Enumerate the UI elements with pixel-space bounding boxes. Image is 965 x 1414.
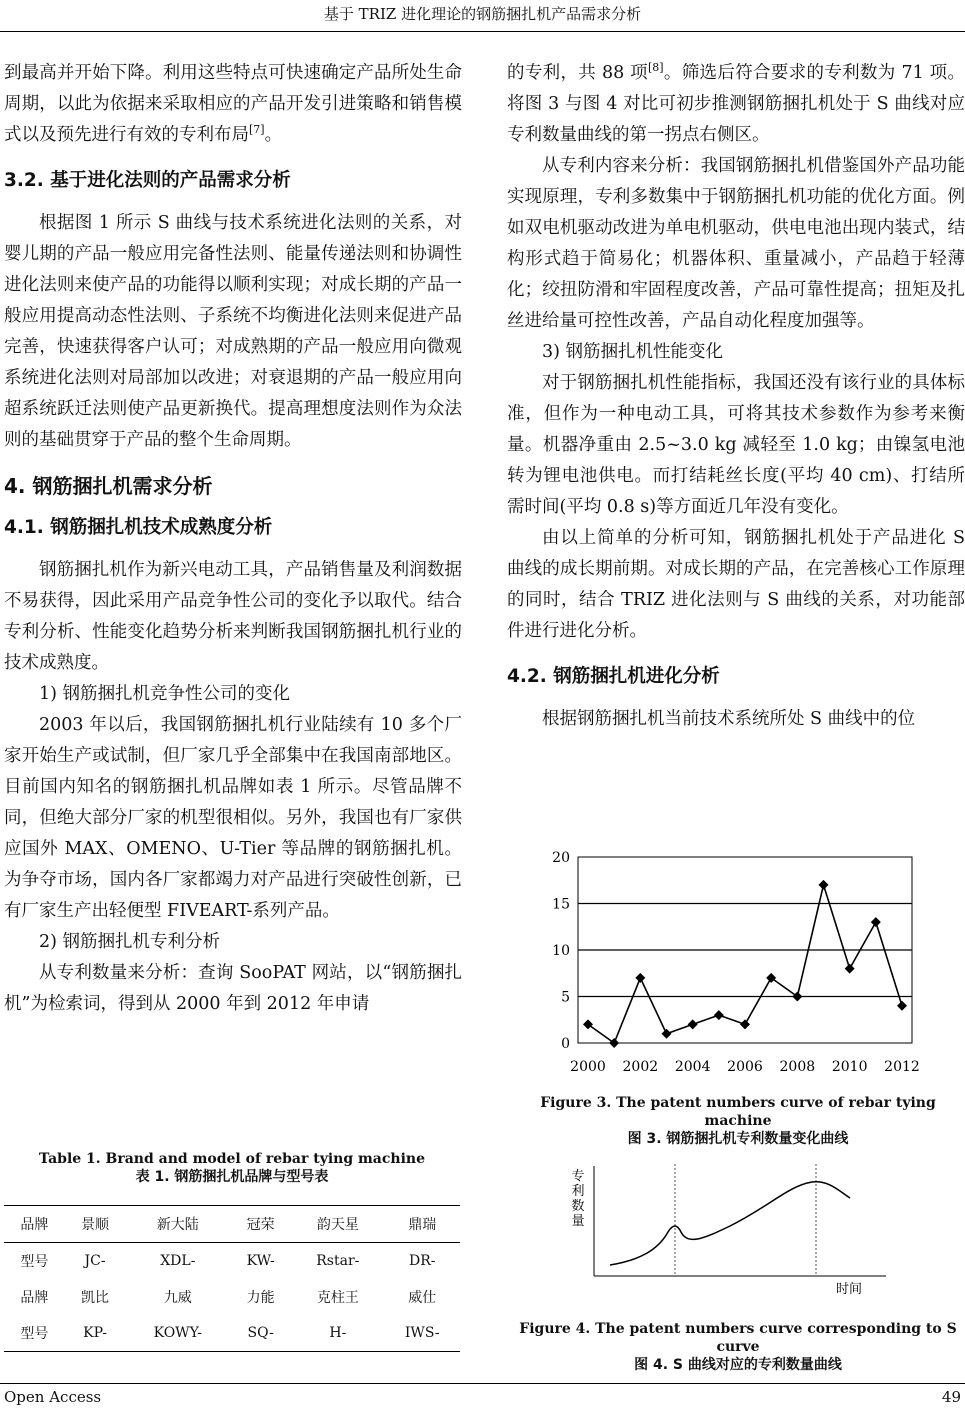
list-item: 1) 钢筋捆扎机竞争性公司的变化 bbox=[39, 684, 291, 704]
data-point bbox=[897, 1001, 907, 1011]
table-cell: DR- bbox=[385, 1243, 460, 1280]
citation-ref[interactable]: [8] bbox=[647, 61, 664, 75]
figure-4-caption: Figure 4. The patent numbers curve corresponding to S curve 图 4. S 曲线对应的专利数量曲线 bbox=[519, 1321, 957, 1373]
series-line bbox=[588, 885, 902, 1043]
citation-ref[interactable]: [7] bbox=[249, 123, 265, 137]
data-point bbox=[792, 992, 802, 1002]
data-point bbox=[740, 1019, 750, 1029]
table-cell: 景顺 bbox=[65, 1206, 126, 1243]
table-cell: 威仕 bbox=[408, 1290, 437, 1306]
list-item: 2) 钢筋捆扎机专利分析 bbox=[39, 932, 221, 952]
table-cell: 型号 bbox=[4, 1315, 65, 1352]
table-row bbox=[4, 1315, 460, 1352]
table-row bbox=[4, 1243, 460, 1280]
table-cell: 鼎瑞 bbox=[385, 1206, 460, 1243]
table-caption: Table 1. Brand and model of rebar tying machine 表 1. 钢筋捆扎机品牌与型号表 bbox=[39, 1151, 425, 1185]
left-column bbox=[4, 58, 462, 1020]
patent-numbers-line-chart bbox=[540, 845, 930, 1085]
data-point bbox=[871, 917, 881, 927]
header-rule bbox=[0, 31, 965, 32]
y-tick-label: 20 bbox=[552, 850, 570, 866]
paragraph: 从专利数量来分析：查询 SooPAT 网站，以“钢筋捆扎机”为检索词，得到从 2000 年到 2012 年申请 bbox=[4, 963, 462, 1014]
paragraph: 对于钢筋捆扎机性能指标，我国还没有该行业的具体标准，但作为一种电动工具，可将其技术参数作为参考来衡量。机器净重由 2.5~3.0 kg 减轻至 1.0 kg；由镍氢电池转为锂电池供电。而打结耗丝长度(平均 40 cm)、打结所需时间(平均 0.8 s)等方面近几年没有变化。 bbox=[507, 373, 965, 517]
x-tick-label: 2002 bbox=[622, 1059, 659, 1075]
table-cell: 型号 bbox=[4, 1243, 65, 1280]
table-cell: KOWY- bbox=[125, 1315, 230, 1352]
table-cell: KW- bbox=[230, 1243, 291, 1280]
right-column bbox=[507, 58, 965, 735]
paragraph: 根据钢筋捆扎机当前技术系统所处 S 曲线中的位 bbox=[542, 709, 916, 729]
y-tick-label: 10 bbox=[552, 943, 570, 959]
paragraph: 的专利，共 88 项[8]。筛选后符合要求的专利数为 71 项。将图 3 与图 4 对比可初步推测钢筋捆扎机处于 S 曲线对应专利数量曲线的第一拐点右侧区。 bbox=[507, 61, 965, 145]
table-cell: 品牌 bbox=[20, 1290, 49, 1306]
data-point bbox=[609, 1038, 619, 1048]
data-point bbox=[819, 880, 829, 890]
paragraph: 由以上简单的分析可知，钢筋捆扎机处于产品进化 S 曲线的成长期前期。对成长期的产品，在完善核心工作原理的同时，结合 TRIZ 进化法则与 S 曲线的关系，对功能部件进行进化分析。 bbox=[507, 528, 965, 641]
table-cell: 克柱王 bbox=[316, 1290, 359, 1306]
brand-model-table bbox=[4, 1205, 460, 1352]
y-tick-label: 5 bbox=[561, 989, 570, 1006]
data-point bbox=[766, 973, 776, 983]
data-point bbox=[845, 964, 855, 974]
paragraph: 到最高并开始下降。利用这些特点可快速确定产品所处生命周期，以此为依据来采取相应的产品开发引进策略和销售模式以及预先进行有效的专利布局[7]。 bbox=[4, 63, 462, 145]
x-tick-label: 2012 bbox=[884, 1059, 920, 1075]
y-tick-label: 15 bbox=[552, 896, 570, 913]
figure-3-caption: Figure 3. The patent numbers curve of rebar tying machine 图 3. 钢筋捆扎机专利数量变化曲线 bbox=[540, 1095, 936, 1147]
data-point bbox=[635, 973, 645, 983]
footer-rule bbox=[0, 1383, 965, 1384]
patent-count-curve bbox=[610, 1182, 850, 1265]
data-point bbox=[688, 1019, 698, 1029]
table-cell: IWS- bbox=[385, 1315, 460, 1352]
x-tick-label: 2008 bbox=[779, 1059, 816, 1075]
paragraph: 2003 年以后，我国钢筋捆扎机行业陆续有 10 多个厂家开始生产或试制，但厂家几乎全部集中在我国南部地区。目前国内知名的钢筋捆扎机品牌如表 1 所示。尽管品牌不同，但绝大部分厂家的机型很相似。另外，我国也有厂家供应国外 MAX、OMENO、U-Tier 等品牌的钢筋捆扎机。为争夺市场，国内各厂家都竭力对产品进行突破性创新，已有厂家生产出轻便型 FIVEART-系列产品。 bbox=[4, 715, 462, 921]
y-axis-label: 专利数量 bbox=[571, 1169, 585, 1229]
paragraph: 根据图 1 所示 S 曲线与技术系统进化法则的关系，对婴儿期的产品一般应用完备性法则、能量传递法则和协调性进化法则来使产品的功能得以顺利实现；对成长期的产品一般应用提高动态性法则、子系统不均衡进化法则来促进产品完善，快速获得客户认可；对成熟期的产品一般应用向微观系统进化法则对局部加以改进；对衰退期的产品一般应用向超系统跃迁法则使产品更新换代。提高理想度法则作为众法则的基础贯穿于产品的整个生命周期。 bbox=[4, 213, 462, 450]
section-heading-4: 4. 钢筋捆扎机需求分析 bbox=[4, 474, 213, 498]
x-tick-label: 2006 bbox=[727, 1059, 763, 1075]
table-cell: KP- bbox=[65, 1315, 126, 1352]
section-heading-4-2: 4.2. 钢筋捆扎机进化分析 bbox=[507, 666, 720, 687]
x-axis-label: 时间 bbox=[836, 1282, 863, 1297]
running-header: 基于 TRIZ 进化理论的钢筋捆扎机产品需求分析 bbox=[323, 5, 642, 23]
table-cell: 凯比 bbox=[81, 1290, 110, 1306]
table-cell: 韵天星 bbox=[291, 1206, 384, 1243]
table-cell: SQ- bbox=[230, 1315, 291, 1352]
list-item: 3) 钢筋捆扎机性能变化 bbox=[542, 342, 724, 362]
y-tick-label: 0 bbox=[561, 1036, 570, 1052]
table-cell: 冠荣 bbox=[230, 1206, 291, 1243]
table-cell: JC- bbox=[65, 1243, 126, 1280]
data-point bbox=[662, 1029, 672, 1039]
data-point bbox=[583, 1019, 593, 1029]
table-row bbox=[4, 1206, 460, 1243]
x-tick-label: 2010 bbox=[831, 1059, 868, 1075]
section-heading-3-2: 3.2. 基于进化法则的产品需求分析 bbox=[4, 170, 291, 191]
table-cell: 九威 bbox=[163, 1290, 192, 1306]
data-point bbox=[714, 1010, 724, 1020]
s-curve-patent-diagram bbox=[560, 1160, 900, 1300]
table-cell: 品牌 bbox=[4, 1206, 65, 1243]
x-tick-label: 2004 bbox=[674, 1059, 711, 1075]
journal-label: Open Access bbox=[4, 1388, 102, 1406]
table-cell: 力能 bbox=[246, 1290, 275, 1306]
x-tick-label: 2000 bbox=[570, 1059, 606, 1075]
table-cell: XDL- bbox=[125, 1243, 230, 1280]
table-cell: H- bbox=[291, 1315, 384, 1352]
table-row bbox=[4, 1279, 460, 1315]
paragraph: 钢筋捆扎机作为新兴电动工具，产品销售量及利润数据不易获得，因此采用产品竞争性公司的变化予以取代。结合专利分析、性能变化趋势分析来判断我国钢筋捆扎机行业的技术成熟度。 bbox=[4, 560, 462, 673]
table-cell: 新大陆 bbox=[125, 1206, 230, 1243]
paragraph: 从专利内容来分析：我国钢筋捆扎机借鉴国外产品功能实现原理，专利多数集中于钢筋捆扎机功能的优化方面。例如双电机驱动改进为单电机驱动，供电电池出现内装式，结构形式趋于简易化；机器体积、重量减小，产品趋于轻薄化；绞扭防滑和牢固程度改善，产品可靠性提高；扭矩及扎丝进给量可控性改善，产品自动化程度加强等。 bbox=[507, 156, 965, 331]
section-heading-4-1: 4.1. 钢筋捆扎机技术成熟度分析 bbox=[4, 517, 273, 538]
page-number: 49 bbox=[941, 1388, 961, 1406]
table-cell: Rstar- bbox=[291, 1243, 384, 1280]
